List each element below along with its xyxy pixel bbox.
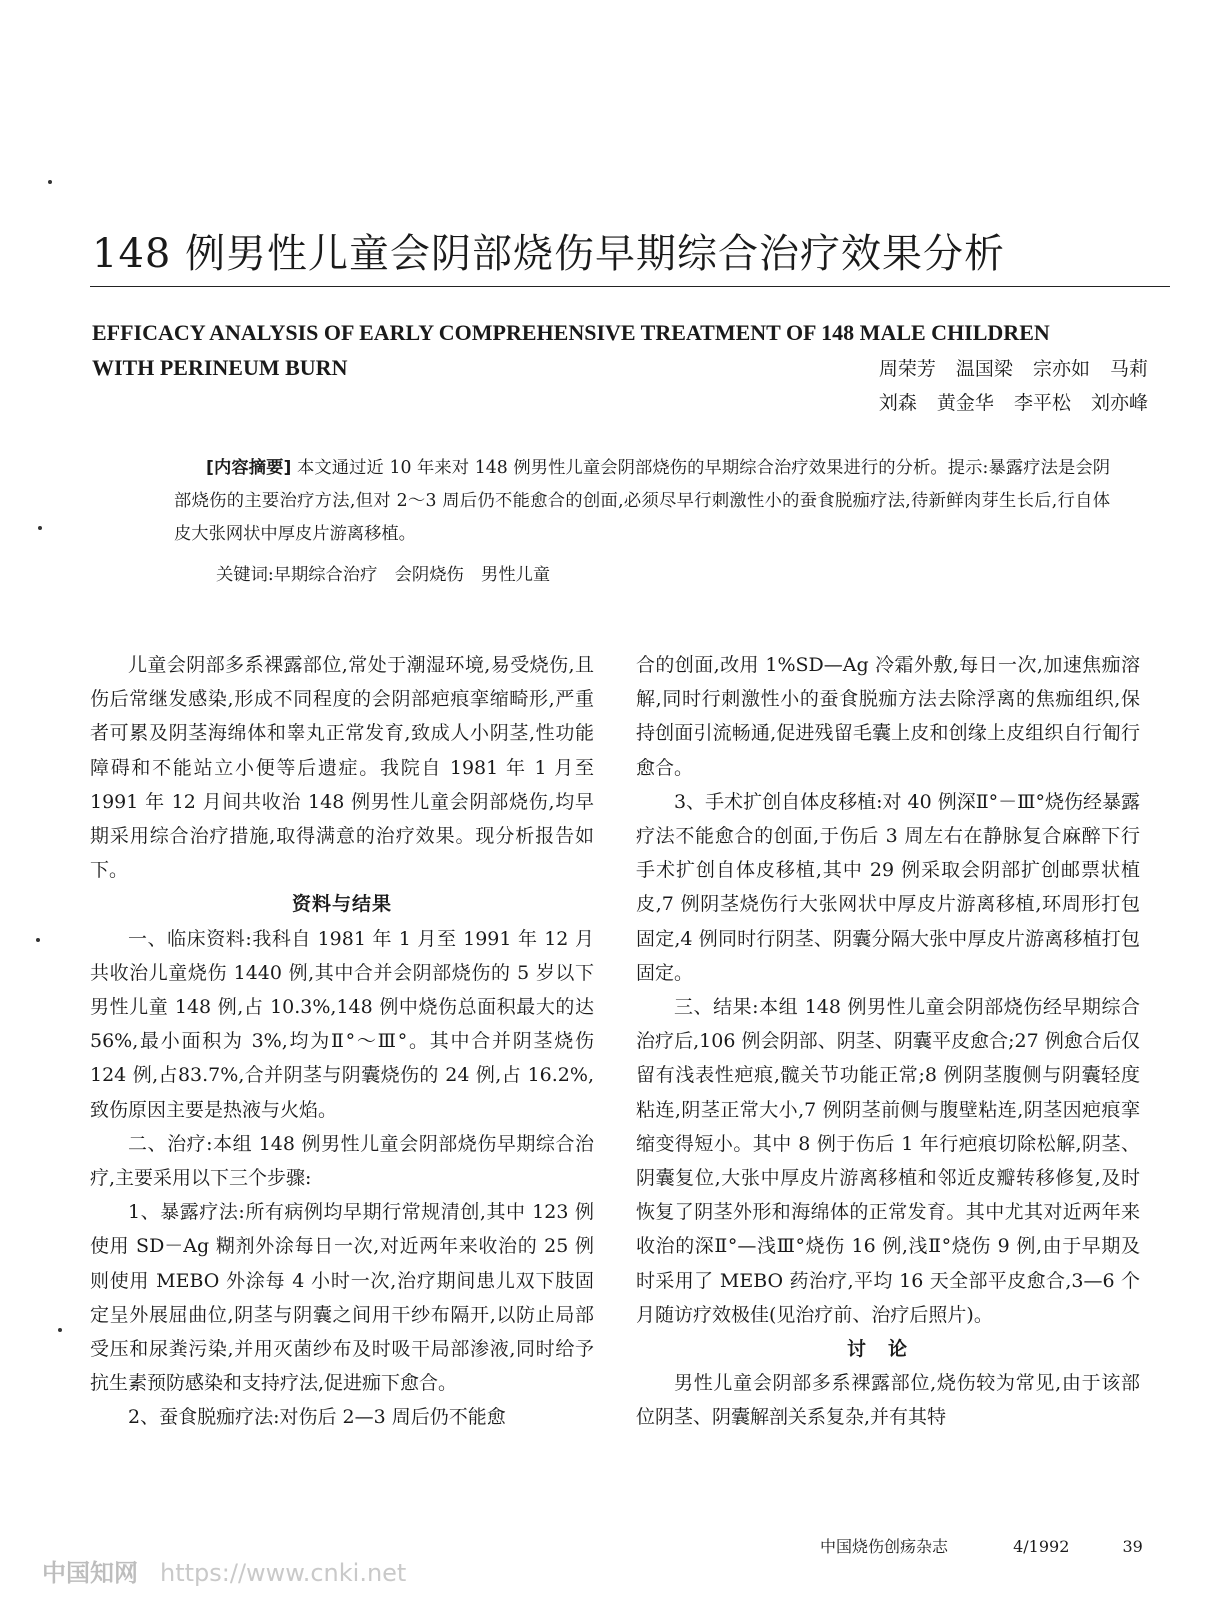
author-list <box>879 352 1148 420</box>
page-number: 39 <box>1122 1537 1143 1556</box>
authors-line1: 周荣芳 温国梁 宗亦如 马莉 <box>878 358 1148 380</box>
step2-paragraph-start: 2、蚕食脱痂疗法:对伤后 2—3 周后仍不能愈 <box>128 1406 506 1429</box>
results-paragraph: 三、结果:本组 148 例男性儿童会阴部烧伤经早期综合治疗后,106 例会阴部、阴茎、阴囊平皮愈合;27 例愈合后仅留有浅表性疤痕,髋关节功能正常;8 例阴茎腹侧与阴囊轻度粘连,阴茎正常大小,7 例阴茎前侧与腹壁粘连,阴茎因疤痕挛缩变得短小。其中 8 例于伤后 1 年行疤痕切除松解,阴茎、阴囊复位,大张中厚皮片游离移植和邻近皮瓣转移修复,及时恢复了阴茎外形和海绵体的正常发育。其中尤其对近两年来收治的深Ⅱ°—浅Ⅲ°烧伤 16 例,浅Ⅱ°烧伤 9 例,由于早期及时采用了 MEBO 药治疗,平均 16 天全部平皮愈合,3—6 个月随访疗效极佳(见治疗前、治疗后照片)。 <box>636 996 1140 1326</box>
journal-name: 中国烧伤创疡杂志 <box>820 1537 949 1556</box>
cnki-watermark <box>42 1553 406 1588</box>
scan-speck <box>36 938 40 942</box>
keywords: 关键词:早期综合治疗 会阴烧伤 男性儿童 <box>216 565 551 585</box>
treatment-paragraph: 二、治疗:本组 148 例男性儿童会阴部烧伤早期综合治疗,主要采用以下三个步骤: <box>90 1132 594 1190</box>
watermark-url: https://www.cnki.net <box>160 1559 407 1587</box>
left-column <box>90 648 594 1435</box>
step1-paragraph: 1、暴露疗法:所有病例均早期行常规清创,其中 123 例使用 SD－Ag 糊剂外涂每日一次,对近两年来收治的 25 例则使用 MEBO 外涂每 4 小时一次,治疗期间患儿双下肢固定呈外展屈曲位,阴茎与阴囊之间用干纱布隔开,以防止局部受压和尿粪污染,并用灭菌纱布及时吸干局部渗液,同时给予抗生素预防感染和支持疗法,促进痂下愈合。 <box>90 1201 594 1395</box>
scan-speck <box>48 180 52 184</box>
authors-line2: 刘森 黄金华 李平松 刘亦峰 <box>878 392 1148 414</box>
english-title-line2: WITH PERINEUM BURN <box>92 355 348 380</box>
abstract-label: [内容摘要] <box>206 458 292 478</box>
clinical-paragraph: 一、临床资料:我科自 1981 年 1 月至 1991 年 12 月共收治儿童烧伤 1440 例,其中合并会阴部烧伤的 5 岁以下男性儿童 148 例,占 10.3%,148 例中烧伤总面积最大的达 56%,最小面积为 3%,均为Ⅱ°～Ⅲ°。其中合并阴茎烧伤 124 例,占83.7%,合并阴茎与阴囊烧伤的 24 例,占 16.2%,致伤原因主要是热液与火焰。 <box>90 927 594 1121</box>
page-footer <box>820 1534 1143 1557</box>
article-title: 148 例男性儿童会阴部烧伤早期综合治疗效果分析 <box>92 231 1006 277</box>
section-heading-discussion: 讨论 <box>846 1338 929 1361</box>
step2-paragraph-cont: 合的创面,改用 1%SD—Ag 冷霜外敷,每日一次,加速焦痂溶解,同时行刺激性小的蚕食脱痂方法去除浮离的焦痂组织,保持创面引流畅通,促进残留毛囊上皮和创缘上皮组织自行匍行愈合。 <box>636 654 1140 779</box>
right-column <box>636 648 1140 1435</box>
abstract-text: 本文通过近 10 年来对 148 例男性儿童会阴部烧伤的早期综合治疗效果进行的分析。提示:暴露疗法是会阴部烧伤的主要治疗方法,但对 2～3 周后仍不能愈合的创面,必须尽早行刺激性小的蚕食脱痂疗法,待新鲜肉芽生长后,行自体皮大张网状中厚皮片游离移植。 <box>174 458 1110 544</box>
abstract-block <box>174 452 1110 592</box>
scan-speck <box>38 526 42 530</box>
section-heading-materials: 资料与结果 <box>291 893 392 916</box>
watermark-name: 中国知网 <box>42 1559 138 1587</box>
discussion-paragraph: 男性儿童会阴部多系裸露部位,烧伤较为常见,由于该部位阴茎、阴囊解剖关系复杂,并有其特 <box>636 1372 1140 1429</box>
issue-number: 4/1992 <box>1013 1537 1070 1556</box>
title-rule <box>90 286 1170 287</box>
intro-paragraph: 儿童会阴部多系裸露部位,常处于潮湿环境,易受烧伤,且伤后常继发感染,形成不同程度的会阴部疤痕挛缩畸形,严重者可累及阴茎海绵体和睾丸正常发育,致成人小阴茎,性功能障碍和不能站立小便等后遗症。我院自 1981 年 1 月至 1991 年 12 月间共收治 148 例男性儿童会阴部烧伤,均早期采用综合治疗措施,取得满意的治疗效果。现分析报告如下。 <box>90 654 594 882</box>
scan-speck <box>58 1328 62 1332</box>
english-title-line1: EFFICACY ANALYSIS OF EARLY COMPREHENSIVE TREATMENT OF 148 MALE CHILDREN <box>92 320 1050 345</box>
step3-paragraph: 3、手术扩创自体皮移植:对 40 例深Ⅱ°－Ⅲ°烧伤经暴露疗法不能愈合的创面,于伤后 3 周左右在静脉复合麻醉下行手术扩创自体皮移植,其中 29 例采取会阴部扩创邮票状植皮,7 例阴茎烧伤行大张网状中厚皮片游离移植,环周形打包固定,4 例同时行阴茎、阴囊分隔大张中厚皮片游离移植打包固定。 <box>636 790 1140 984</box>
